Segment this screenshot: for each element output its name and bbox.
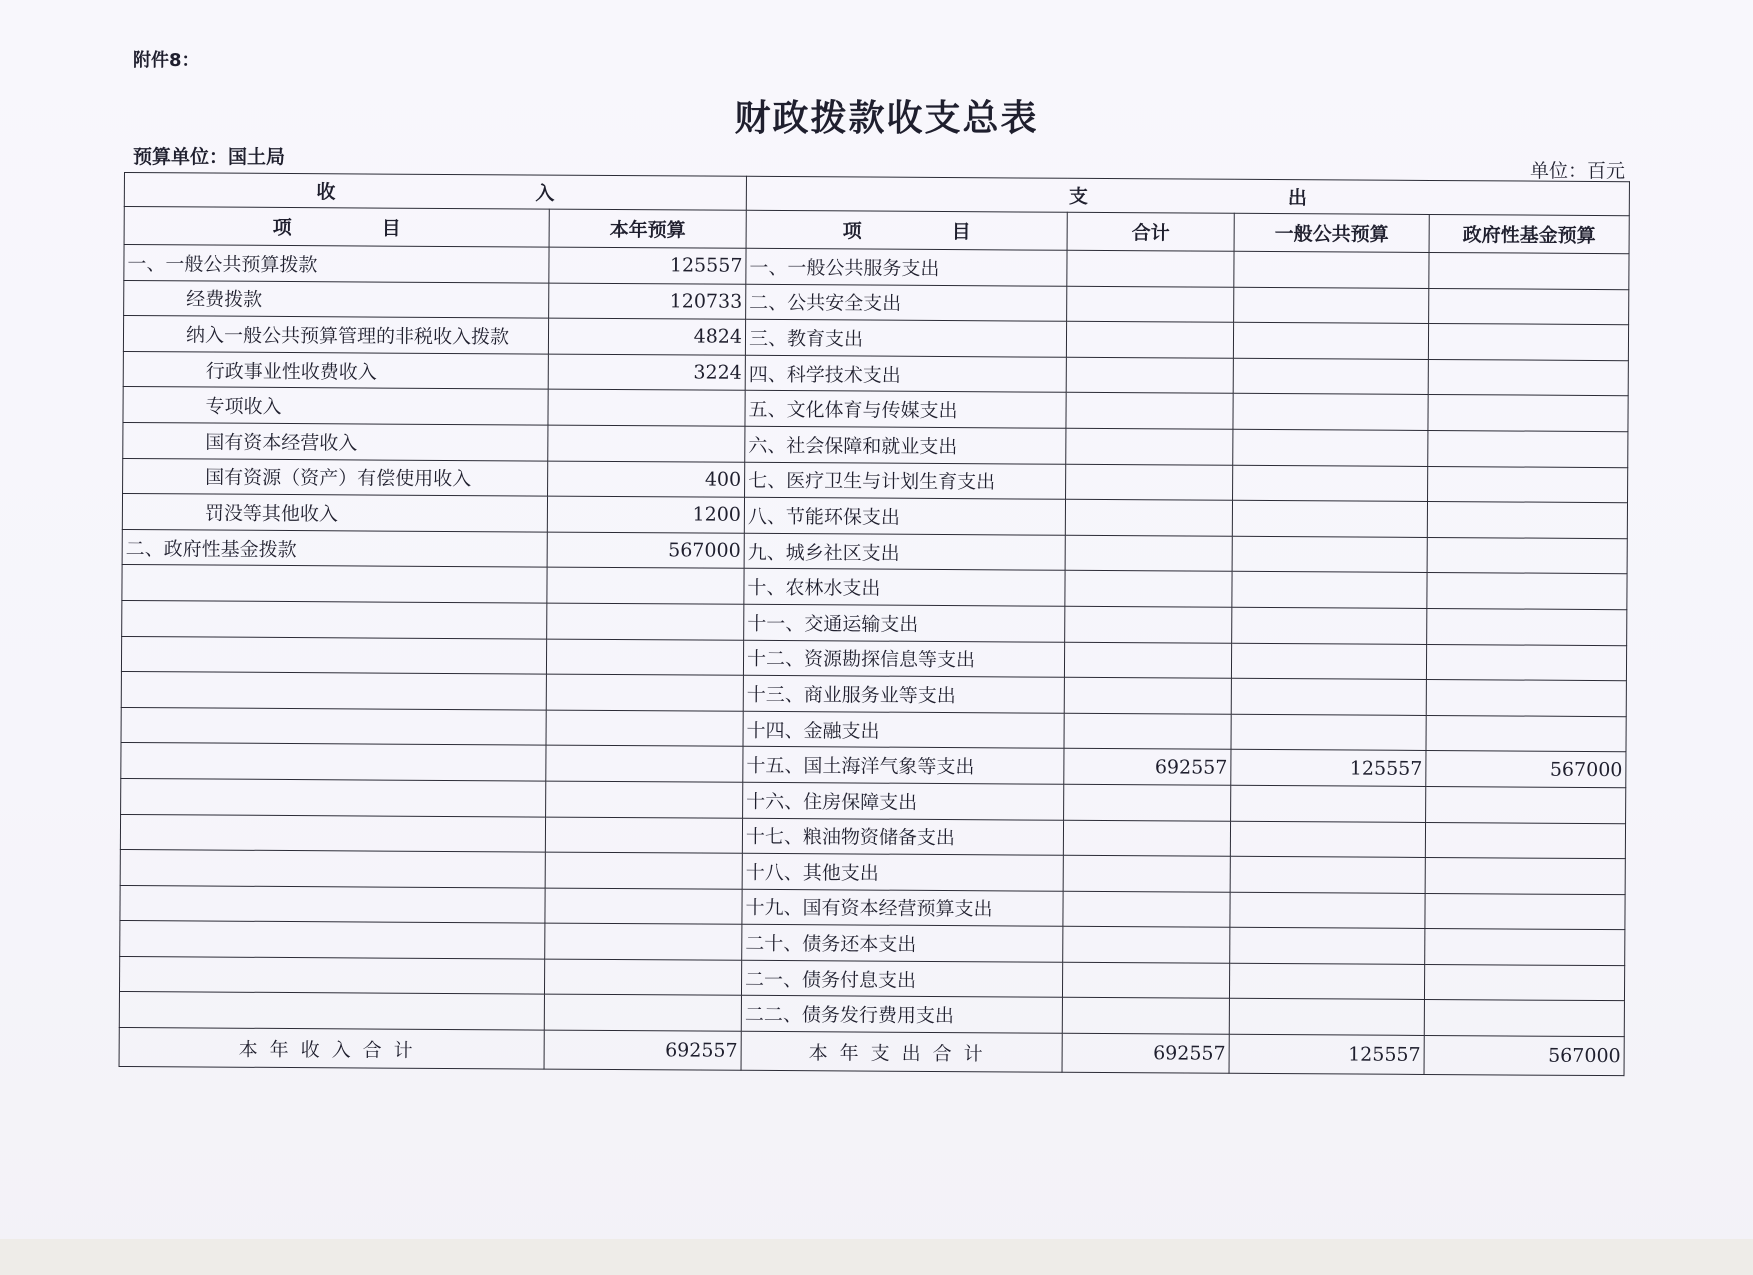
expense-fund-cell xyxy=(1425,929,1625,966)
income-item-cell: 一、一般公共预算拨款 xyxy=(124,245,549,283)
income-header-char1: 收 xyxy=(316,181,336,204)
expense-total-label: 本年支出合计 xyxy=(741,1031,1062,1072)
expense-total-cell xyxy=(1065,606,1232,643)
income-budget-cell xyxy=(545,852,742,889)
expense-total-cell xyxy=(1064,784,1231,821)
income-item-header-char2: 目 xyxy=(381,217,401,240)
expense-item-cell: 五、文化体育与传媒支出 xyxy=(745,391,1066,429)
expense-item-cell: 十、农林水支出 xyxy=(744,569,1065,607)
expense-item-cell: 八、节能环保支出 xyxy=(744,497,1065,535)
expense-general-cell xyxy=(1233,465,1428,502)
expense-total-cell xyxy=(1066,464,1233,501)
expense-general-cell xyxy=(1230,856,1425,893)
budget-unit: 预算单位：国土局 xyxy=(133,146,286,168)
expense-general-cell xyxy=(1233,429,1428,466)
expense-total-cell xyxy=(1063,855,1230,892)
expense-general-cell xyxy=(1230,821,1425,858)
expense-general-cell xyxy=(1229,963,1424,1000)
expense-total-cell xyxy=(1065,571,1232,608)
money-unit: 单位：百元 xyxy=(1530,160,1626,182)
income-item-cell xyxy=(121,636,546,674)
expense-general-cell xyxy=(1233,358,1428,395)
expense-total-cell xyxy=(1065,535,1232,572)
expense-fund-cell xyxy=(1428,430,1628,467)
expense-fund-cell xyxy=(1428,324,1628,361)
expense-total-cell xyxy=(1063,927,1230,964)
income-item-header xyxy=(124,207,549,248)
expense-fund-cell xyxy=(1426,715,1626,752)
income-budget-cell xyxy=(548,389,745,426)
income-item-cell xyxy=(120,921,545,959)
expense-total-cell xyxy=(1064,677,1231,714)
general-public-budget-header: 一般公共预算 xyxy=(1234,213,1429,252)
expense-fund-cell xyxy=(1424,964,1624,1001)
income-section-header xyxy=(124,173,746,211)
expense-general-cell xyxy=(1232,607,1427,644)
page-title: 财政拨款收支总表 xyxy=(734,98,1039,139)
expense-header-char1: 支 xyxy=(1068,185,1088,208)
expense-fund-cell xyxy=(1427,608,1627,645)
income-item-cell: 行政事业性收费收入 xyxy=(123,351,548,389)
income-item-cell: 罚没等其他收入 xyxy=(122,494,547,532)
expense-item-cell: 十五、国土海洋气象等支出 xyxy=(743,747,1064,785)
expense-total-cell xyxy=(1066,393,1233,430)
income-budget-cell xyxy=(546,710,743,747)
income-item-cell: 经费拨款 xyxy=(124,280,549,318)
expense-general-cell xyxy=(1234,287,1429,324)
income-budget-cell xyxy=(548,425,745,462)
expense-fund-cell xyxy=(1426,644,1626,681)
expense-total-cell xyxy=(1067,286,1234,323)
expense-general-cell xyxy=(1230,892,1425,929)
income-budget-cell xyxy=(544,995,741,1032)
expense-item-header xyxy=(746,210,1067,250)
income-budget-cell: 125557 xyxy=(549,247,746,284)
expense-item-cell: 十二、资源勘探信息等支出 xyxy=(743,640,1064,678)
expense-fund-cell: 567000 xyxy=(1426,751,1626,788)
expense-total-cell xyxy=(1063,820,1230,857)
expense-item-cell: 六、社会保障和就业支出 xyxy=(745,426,1066,464)
expense-section-header xyxy=(746,176,1629,215)
expense-general-cell xyxy=(1234,251,1429,288)
expense-fund-cell xyxy=(1426,680,1626,717)
expense-total-cell xyxy=(1062,962,1229,999)
income-budget-cell xyxy=(546,781,743,818)
expense-fund-cell xyxy=(1427,502,1627,539)
expense-fund-cell xyxy=(1425,822,1625,859)
expense-item-cell: 十一、交通运输支出 xyxy=(744,604,1065,642)
income-budget-cell: 567000 xyxy=(547,532,744,569)
expense-total-cell: 692557 xyxy=(1064,749,1231,786)
expense-item-cell: 十八、其他支出 xyxy=(742,853,1063,891)
income-item-cell: 二、政府性基金拨款 xyxy=(122,529,547,567)
income-budget-cell xyxy=(546,674,743,711)
expense-fund-cell xyxy=(1427,537,1627,574)
expense-fund-cell xyxy=(1428,359,1628,396)
gov-fund-budget-header: 政府性基金预算 xyxy=(1429,214,1629,253)
income-budget-cell: 400 xyxy=(548,461,745,498)
income-item-cell xyxy=(119,992,544,1030)
expense-general-cell xyxy=(1231,785,1426,822)
expense-item-cell: 二一、债务付息支出 xyxy=(741,960,1062,998)
expense-item-cell: 十四、金融支出 xyxy=(743,711,1064,749)
income-budget-cell: 4824 xyxy=(548,318,745,355)
income-item-cell xyxy=(121,672,546,710)
income-item-header-char1: 项 xyxy=(272,216,292,240)
expense-item-cell: 二十、债务还本支出 xyxy=(742,925,1063,963)
income-item-cell xyxy=(121,707,546,745)
income-item-cell xyxy=(122,600,547,638)
expense-item-header-char2: 目 xyxy=(951,221,971,244)
expense-item-header-char1: 项 xyxy=(842,220,862,243)
expense-item-cell: 十九、国有资本经营预算支出 xyxy=(742,889,1063,927)
income-budget-cell xyxy=(545,817,742,854)
expense-item-cell: 九、城乡社区支出 xyxy=(744,533,1065,571)
total-header: 合计 xyxy=(1067,212,1234,251)
expense-general-cell xyxy=(1229,999,1424,1036)
expense-general-cell xyxy=(1232,572,1427,609)
expense-general-cell xyxy=(1230,928,1425,965)
expense-general-cell xyxy=(1232,536,1427,573)
scan-bottom-strip xyxy=(0,1239,1753,1275)
expense-general-cell xyxy=(1231,678,1426,715)
expense-general-cell xyxy=(1231,643,1426,680)
income-item-cell xyxy=(121,778,546,816)
annual-budget-header: 本年预算 xyxy=(549,209,746,248)
expense-item-cell: 十七、粮油物资储备支出 xyxy=(742,818,1063,856)
expense-total-cell xyxy=(1067,250,1234,287)
expense-fund-cell xyxy=(1428,395,1628,432)
expense-item-cell: 四、科学技术支出 xyxy=(745,355,1066,393)
expense-general-cell xyxy=(1233,394,1428,431)
income-header-char2: 入 xyxy=(535,182,555,205)
expense-total-cell xyxy=(1066,357,1233,394)
expense-fund-cell xyxy=(1427,573,1627,610)
income-item-cell xyxy=(120,885,545,923)
income-budget-cell xyxy=(547,567,744,604)
expense-general-cell: 125557 xyxy=(1231,750,1426,787)
expense-fund-cell xyxy=(1428,466,1628,503)
expense-item-cell: 三、教育支出 xyxy=(745,319,1066,357)
expense-total-cell xyxy=(1066,321,1233,358)
expense-header-char2: 出 xyxy=(1287,187,1307,210)
income-budget-cell xyxy=(546,639,743,676)
expense-fund-cell xyxy=(1424,1000,1624,1037)
expense-fund-cell xyxy=(1429,252,1629,289)
income-budget-cell xyxy=(546,745,743,782)
income-budget-cell: 120733 xyxy=(549,283,746,320)
budget-table-wrapper xyxy=(119,172,1629,1076)
income-total-value: 692557 xyxy=(544,1030,741,1070)
expense-fund-sum: 567000 xyxy=(1424,1036,1624,1076)
income-budget-cell: 3224 xyxy=(548,354,745,391)
annex-label: 附件8： xyxy=(133,50,200,71)
expense-fund-cell xyxy=(1425,858,1625,895)
income-budget-cell xyxy=(545,888,742,925)
expense-item-cell: 一、一般公共服务支出 xyxy=(746,248,1067,286)
expense-item-cell: 二二、债务发行费用支出 xyxy=(741,996,1062,1034)
income-budget-cell xyxy=(547,603,744,640)
budget-table xyxy=(119,172,1630,1076)
income-item-cell: 国有资源（资产）有偿使用收入 xyxy=(123,458,548,496)
income-item-cell xyxy=(120,814,545,852)
expense-general-cell xyxy=(1233,322,1428,359)
expense-total-cell xyxy=(1064,713,1231,750)
income-budget-cell xyxy=(545,923,742,960)
expense-fund-cell xyxy=(1426,786,1626,823)
expense-general-cell xyxy=(1231,714,1426,751)
expense-total-cell xyxy=(1066,428,1233,465)
expense-total-cell xyxy=(1065,499,1232,536)
expense-total-cell xyxy=(1063,891,1230,928)
expense-fund-cell xyxy=(1429,288,1629,325)
expense-total-cell xyxy=(1064,642,1231,679)
expense-general-sum: 125557 xyxy=(1229,1034,1424,1074)
income-item-cell xyxy=(122,565,547,603)
income-item-cell: 国有资本经营收入 xyxy=(123,422,548,460)
expense-item-cell: 十六、住房保障支出 xyxy=(743,782,1064,820)
expense-item-cell: 二、公共安全支出 xyxy=(746,284,1067,322)
expense-fund-cell xyxy=(1425,893,1625,930)
income-budget-cell: 1200 xyxy=(547,496,744,533)
expense-item-cell: 十三、商业服务业等支出 xyxy=(743,675,1064,713)
income-item-cell xyxy=(119,956,544,994)
expense-general-cell xyxy=(1232,500,1427,537)
expense-total-sum: 692557 xyxy=(1062,1033,1229,1073)
income-item-cell xyxy=(120,850,545,888)
expense-total-cell xyxy=(1062,998,1229,1035)
income-item-cell: 纳入一般公共预算管理的非税收入拨款 xyxy=(123,316,548,354)
income-budget-cell xyxy=(544,959,741,996)
income-item-cell: 专项收入 xyxy=(123,387,548,425)
income-total-label: 本年收入合计 xyxy=(119,1028,544,1070)
income-item-cell xyxy=(121,743,546,781)
expense-item-cell: 七、医疗卫生与计划生育支出 xyxy=(745,462,1066,500)
